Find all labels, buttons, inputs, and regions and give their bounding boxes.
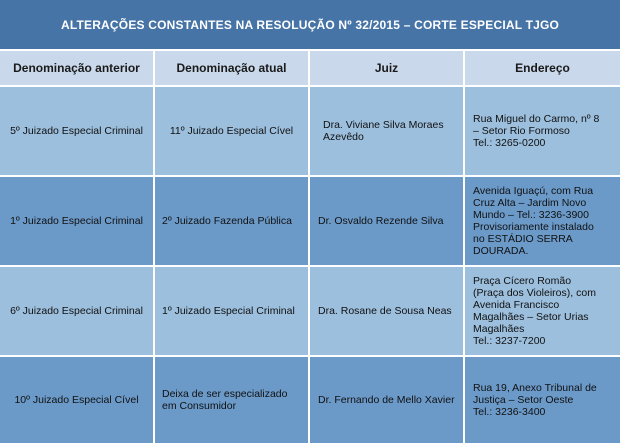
cell-juiz: Dra. Rosane de Sousa Neas [310,267,465,355]
cell-atual: Deixa de ser especializado em Consumidor [155,357,310,443]
table-row [0,87,620,177]
table-row [0,177,620,267]
cell-juiz: Dr. Fernando de Mello Xavier [310,357,465,443]
header-denominacao-anterior: Denominação anterior [0,51,155,85]
cell-endereco: Praça Cícero Romão (Praça dos Violeiros), com Avenida Francisco Magalhães – Setor Urias Magalhães Tel.: 3237-7200 [465,267,620,355]
header-denominacao-atual: Denominação atual [155,51,310,85]
header-endereco: Endereço [465,51,620,85]
table-title: ALTERAÇÕES CONSTANTES NA RESOLUÇÃO Nº 32/2015 – CORTE ESPECIAL TJGO [0,0,620,49]
cell-anterior: 5º Juizado Especial Criminal [0,87,155,175]
cell-endereco: Avenida Iguaçú, com Rua Cruz Alta – Jardim Novo Mundo – Tel.: 3236-3900 Provisoriamente instalado no ESTÁDIO SERRA DOURADA. [465,177,620,265]
cell-anterior: 6º Juizado Especial Criminal [0,267,155,355]
cell-juiz: Dra. Viviane Silva Moraes Azevêdo [310,87,465,175]
table-body [0,87,620,443]
cell-endereco: Rua Miguel do Carmo, nº 8 – Setor Rio Formoso Tel.: 3265-0200 [465,87,620,175]
header-juiz: Juiz [310,51,465,85]
table-row [0,267,620,357]
cell-anterior: 1º Juizado Especial Criminal [0,177,155,265]
table-row [0,357,620,443]
table-header [0,51,620,85]
cell-anterior: 10º Juizado Especial Cível [0,357,155,443]
cell-endereco: Rua 19, Anexo Tribunal de Justiça – Setor Oeste Tel.: 3236-3400 [465,357,620,443]
cell-atual: 11º Juizado Especial Cível [155,87,310,175]
cell-atual: 2º Juizado Fazenda Pública [155,177,310,265]
cell-atual: 1º Juizado Especial Criminal [155,267,310,355]
cell-juiz: Dr. Osvaldo Rezende Silva [310,177,465,265]
